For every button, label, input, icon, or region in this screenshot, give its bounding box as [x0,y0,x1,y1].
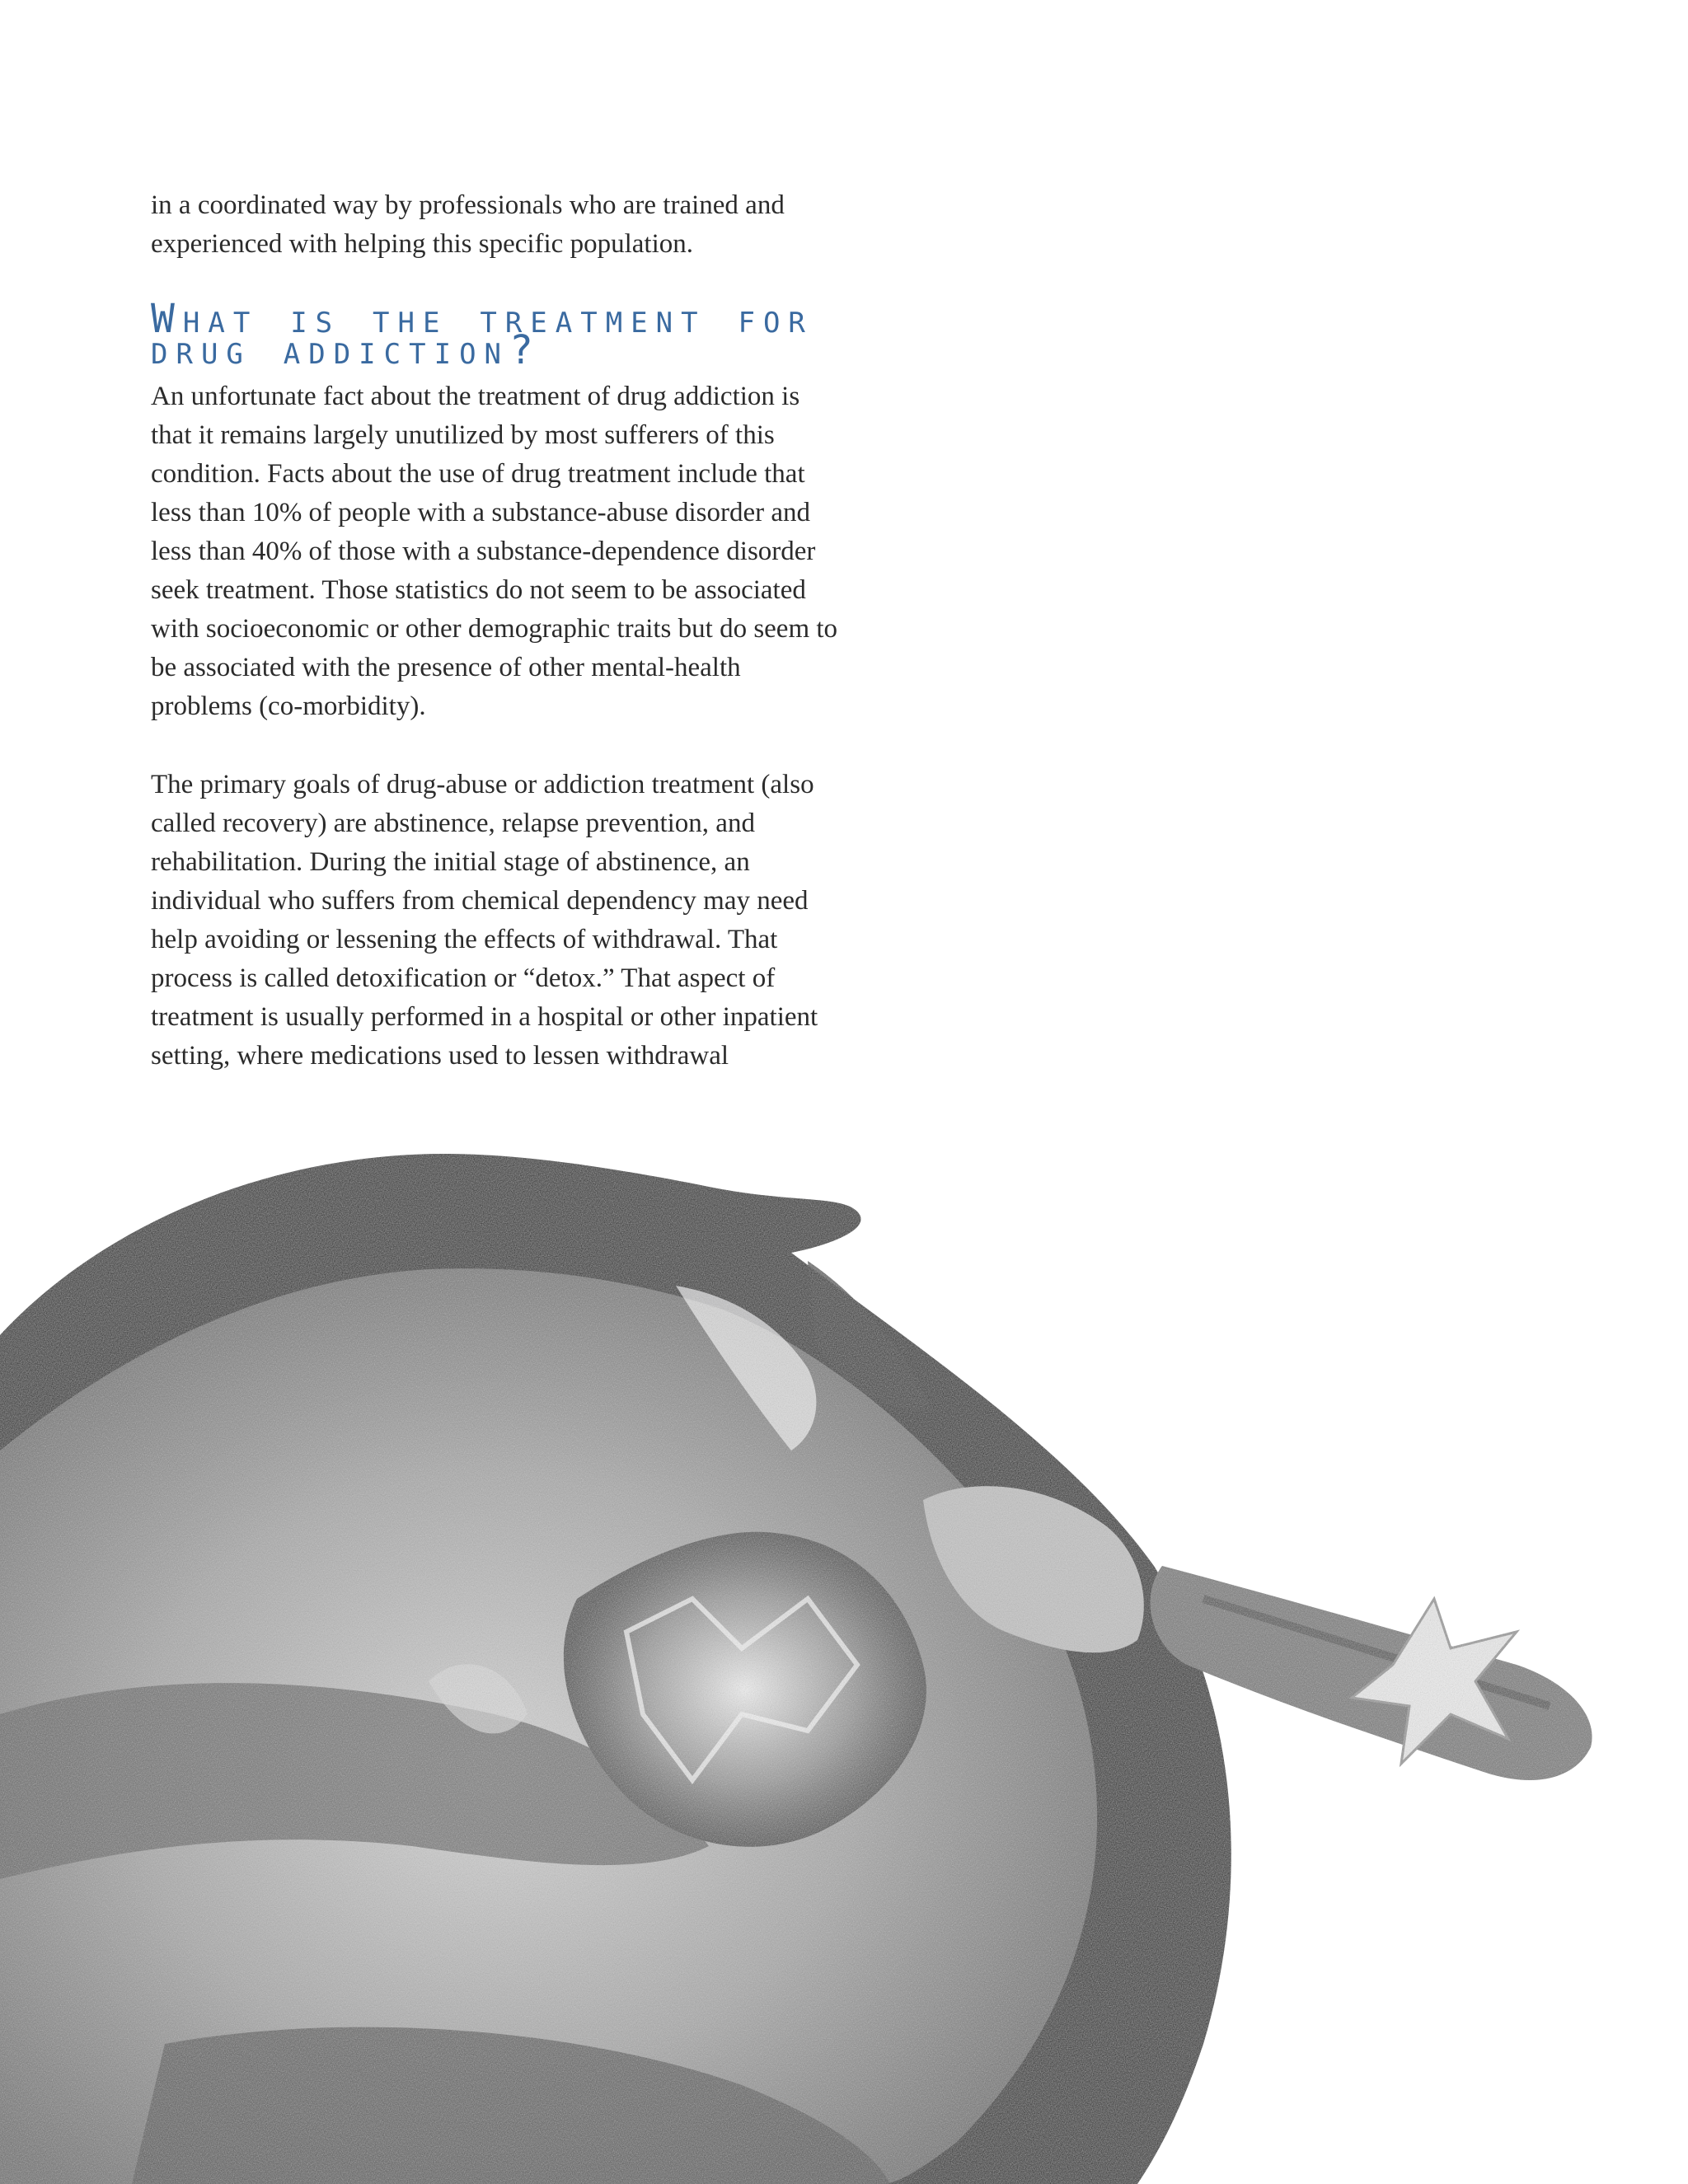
section-heading: What is the treatment for drug addiction? [151,296,814,373]
text-column [151,186,843,1076]
body-paragraph-1: An unfortunate fact about the treatment of drug addiction is that it remains largely unutilized by most sufferers of this condition. Facts about the use of drug treatment include that less than 10% of people with a substance-abuse disorder and less than 40% of those with a substance-dependence disorder seek treatment. Those statistics do not seem to be associated with socioeconomic or other demographic traits but do seem to be associated with the presence of other mental-health problems (co-morbidity). [151,382,838,721]
drug-smoking-photo [0,1137,1688,2184]
body-paragraph-2: The primary goals of drug-abuse or addiction treatment (also called recovery) are abstinence, relapse prevention, and rehabilitation. During the initial stage of abstinence, an individual who suffers from chemical dependency may need help avoiding or lessening the effects of withdrawal. That process is called detoxification or “detox.” That aspect of treatment is usually performed in a hospital or other inpatient setting, where medications used to lessen withdrawal [151,770,818,1071]
intro-paragraph: in a coordinated way by professionals who are trained and experienced with helping this specific population. [151,190,785,259]
